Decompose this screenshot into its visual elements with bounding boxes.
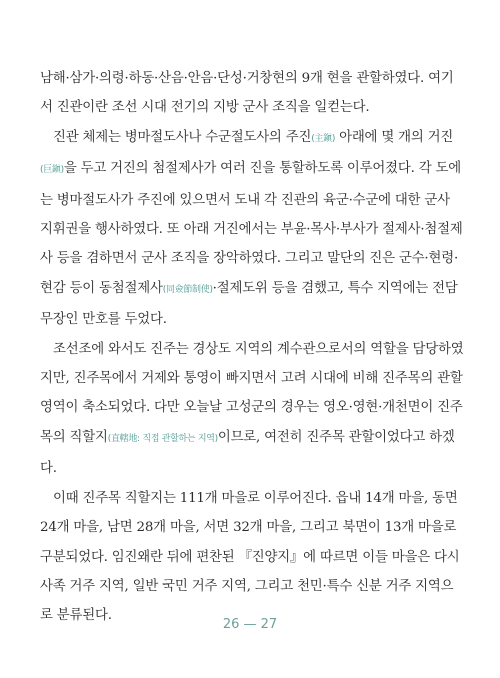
body-paragraph	[40, 123, 465, 335]
page-numbers: 26 — 27	[222, 617, 278, 632]
paragraph-text: 이때 진주목 직할지는 111개 마을로 이루어진다. 읍내 14개 마을, 동면 24개 마을, 남면 28개 마을, 서면 32개 마을, 그리고 북면이 13개 마을로 구분되었다. 임진왜란 뒤에 편찬된 『진양지』에 따르면 이들 마을은 다시 사족 거주 지역, 일반 국민 거주 지역, 그리고 천민·특수 신분 거주 지역으로 분류된다.	[40, 490, 460, 624]
paragraph-text: 남해·삼가·의령·하동·산음·안음·단성·거창현의 9개 현을 관할하였다. 여기서 진관이란 조선 시대 전기의 지방 군사 조직을 일컫는다.	[40, 71, 454, 116]
hanja-annotation: (同僉節制使)	[162, 284, 213, 295]
paragraph-text: 진관 체제는 병마절도사나 수군절도사의 주진	[53, 129, 312, 145]
paragraph-text: 을 두고 거진의 첨절제사가 여러 진을 통할하도록 이루어졌다. 각 도에는 병마절도사가 주진에 있으면서 도내 각 진관의 육군·수군에 대한 군사 지휘권을 행사하였다. 또 아래 거진에서는 부윤·목사·부사가 절제사·첨절제사 등을 겸하면서 군사 조직을 장악하였다. 그리고 말단의 진은 군수·현령·현감 등이 동첨절제사	[40, 161, 463, 296]
paragraph-text: 이므로, 여전히 진주목 관할이었다고 하겠다.	[40, 429, 455, 477]
paragraph-text: ·절제도위 등을 겸했고, 특수 지역에는 전담 무장인 만호를 두었다.	[40, 280, 458, 328]
hanja-annotation: (主鎭)	[311, 133, 336, 144]
body-paragraph	[40, 64, 465, 123]
hanja-annotation: (直轄地: 직접 관할하는 지역)	[107, 433, 218, 444]
hanja-annotation: (巨鎭)	[40, 165, 64, 176]
paragraph-text: 조선조에 와서도 진주는 경상도 지역의 계수관으로서의 역할을 담당하였지만, 진주목에서 거제와 통영이 빠지면서 고려 시대에 비해 진주목의 관할 영역이 축소되었다. 다만 오늘날 고성군의 경우는 영오·영현·개천면이 진주목의 직할지	[40, 341, 464, 445]
body-paragraph	[40, 335, 465, 484]
body-text	[40, 64, 465, 631]
paragraph-text: 아래에 몇 개의 거진	[335, 129, 454, 145]
body-paragraph	[40, 484, 465, 631]
